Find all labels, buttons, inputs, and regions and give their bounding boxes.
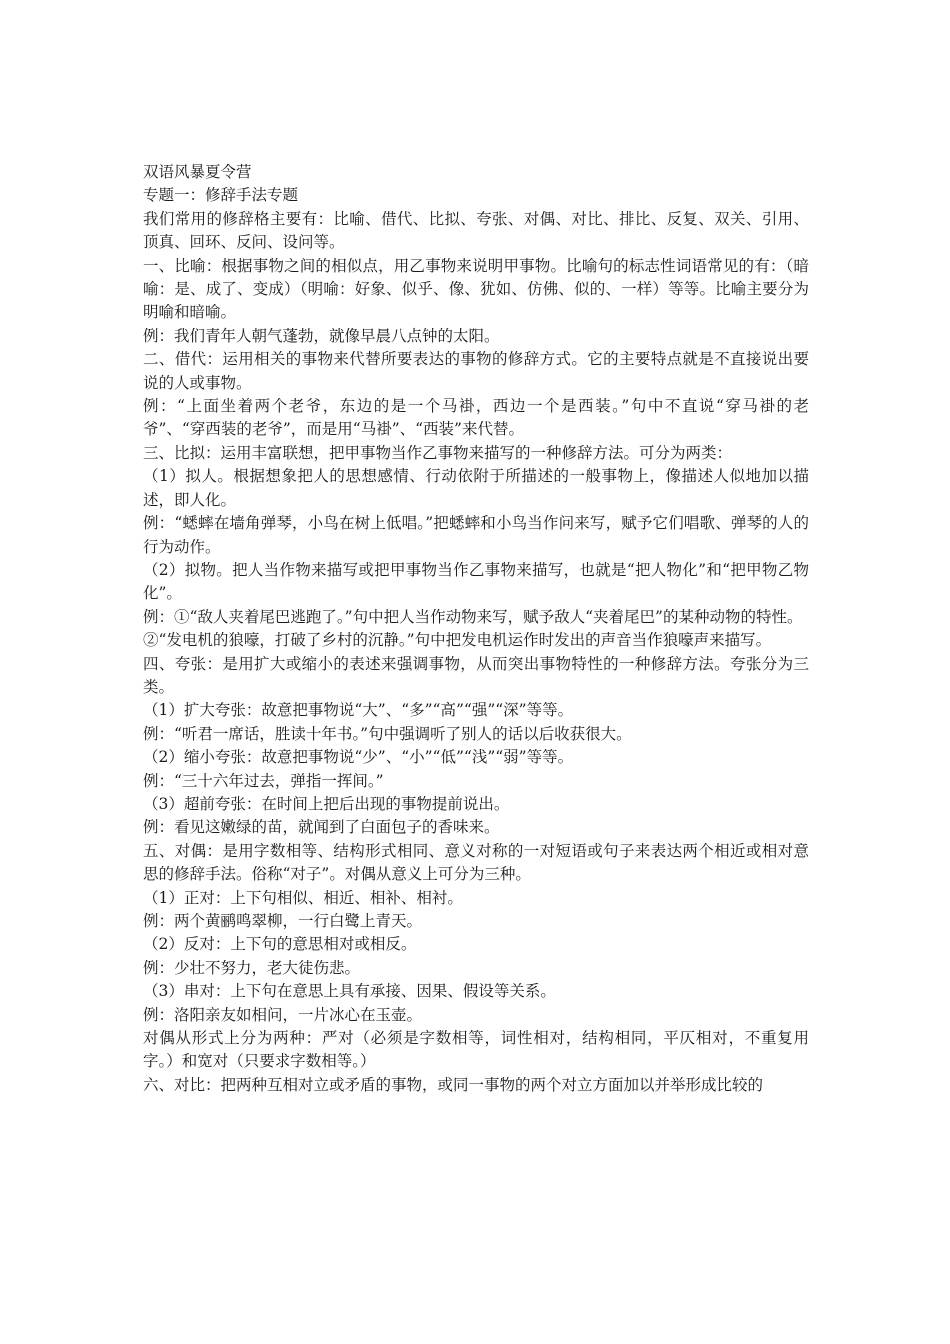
document-title: 双语风暴夏令营 <box>143 163 252 181</box>
paragraph-antithesis-positive-example: 例：两个黄鹂鸣翠柳，一行白鹭上青天。 <box>143 912 423 930</box>
paragraph-hyperbole-shrink-example: 例：“三十六年过去，弹指一挥间。” <box>143 771 384 790</box>
paragraph-objectification-example-1: 例：①“敌人夹着尾巴逃跑了。”句中把人当作动物来写，赋予敌人“夹着尾巴”的某种动物的特性。 <box>143 607 803 626</box>
paragraph-antithesis-forms: 对偶从形式上分为两种：严对（必须是字数相等，词性相对，结构相同，平仄相对，不重复用字。）和宽对（只要求字数相等。） <box>143 1029 809 1071</box>
paragraph-contrast: 六、对比：把两种互相对立或矛盾的事物，或同一事物的两个对立方面加以并举形成比较的 <box>143 1075 764 1094</box>
paragraph-simile-example: 例：我们青年人朝气蓬勃，就像早晨八点钟的太阳。 <box>143 326 500 345</box>
paragraph-objectification: （2）拟物。把人当作物来描写或把甲事物当作乙事物来描写，也就是“把人物化”和“把甲物乙物化”。 <box>143 560 809 603</box>
paragraph-analogy: 三、比拟：运用丰富联想，把甲事物当作乙事物来描写的一种修辞方法。可分为两类： <box>143 443 733 462</box>
document-subtitle: 专题一：修辞手法专题 <box>143 186 299 205</box>
paragraph-intro: 我们常用的修辞格主要有：比喻、借代、比拟、夸张、对偶、对比、排比、反复、双关、引用、顶真、回环、反问、设问等。 <box>143 209 809 252</box>
paragraph-personification-example: 例：“蟋蟀在墙角弹琴，小鸟在树上低唱。”把蟋蟀和小鸟当作问来写，赋予它们唱歌、弹琴的人的行为动作。 <box>143 514 809 556</box>
paragraph-objectification-example-2: ②“发电机的狼嚎，打破了乡村的沉静。”句中把发电机运作时发出的声音当作狼嚎声来描写。 <box>143 631 772 650</box>
document-body <box>143 161 809 1097</box>
paragraph-hyperbole-expand: （1）扩大夸张：故意把事物说“大”、“多”“高”“强”“深”等等。 <box>143 701 574 720</box>
paragraph-metonymy: 二、借代：运用相关的事物来代替所要表达的事物的修辞方式。它的主要特点就是不直接说出要说的人或事物。 <box>143 350 809 392</box>
paragraph-hyperbole-advance-example: 例：看见这嫩绿的苗，就闻到了白面包子的香味来。 <box>143 818 500 837</box>
paragraph-antithesis: 五、对偶：是用字数相等、结构形式相同、意义对称的一对短语或句子来表达两个相近或相对意思的修辞手法。俗称“对子”。对偶从意义上可分为三种。 <box>143 841 809 884</box>
paragraph-metonymy-example: 例：“上面坐着两个老爷，东边的是一个马褂，西边一个是西装。”句中不直说“穿马褂的老爷”、“穿西装的老爷”，而是用“马褂”、“西装”来代替。 <box>143 397 809 439</box>
paragraph-hyperbole-expand-example: 例：“听君一席话，胜读十年书。”句中强调听了别人的话以后收获很大。 <box>143 724 632 743</box>
paragraph-simile: 一、比喻：根据事物之间的相似点，用乙事物来说明甲事物。比喻句的标志性词语常见的有：（暗喻：是、成了、变成）（明喻：好象、似乎、像、犹如、仿佛、似的、一样）等等。比喻主要分为明喻和暗喻。 <box>143 256 809 322</box>
paragraph-antithesis-chain-example: 例：洛阳亲友如相问，一片冰心在玉壶。 <box>143 1005 423 1024</box>
paragraph-hyperbole-advance: （3）超前夸张：在时间上把后出现的事物提前说出。 <box>143 794 510 813</box>
paragraph-hyperbole: 四、夸张：是用扩大或缩小的表述来强调事物，从而突出事物特性的一种修辞方法。夸张分为三类。 <box>143 654 809 696</box>
paragraph-personification: （1）拟人。根据想象把人的思想感情、行动依附于所描述的一般事物上，像描述人似地加以描述，即人化。 <box>143 467 809 509</box>
paragraph-hyperbole-shrink: （2）缩小夸张：故意把事物说“少”、“小”“低”“浅”“弱”等等。 <box>143 748 574 767</box>
paragraph-antithesis-chain: （3）串对：上下句在意思上具有承接、因果、假设等关系。 <box>143 982 556 1001</box>
paragraph-antithesis-opposite-example: 例：少壮不努力，老大徒伤悲。 <box>143 958 361 977</box>
paragraph-antithesis-opposite: （2）反对：上下句的意思相对或相反。 <box>143 935 417 954</box>
paragraph-antithesis-positive: （1）正对：上下句相似、相近、相补、相衬。 <box>143 888 463 907</box>
